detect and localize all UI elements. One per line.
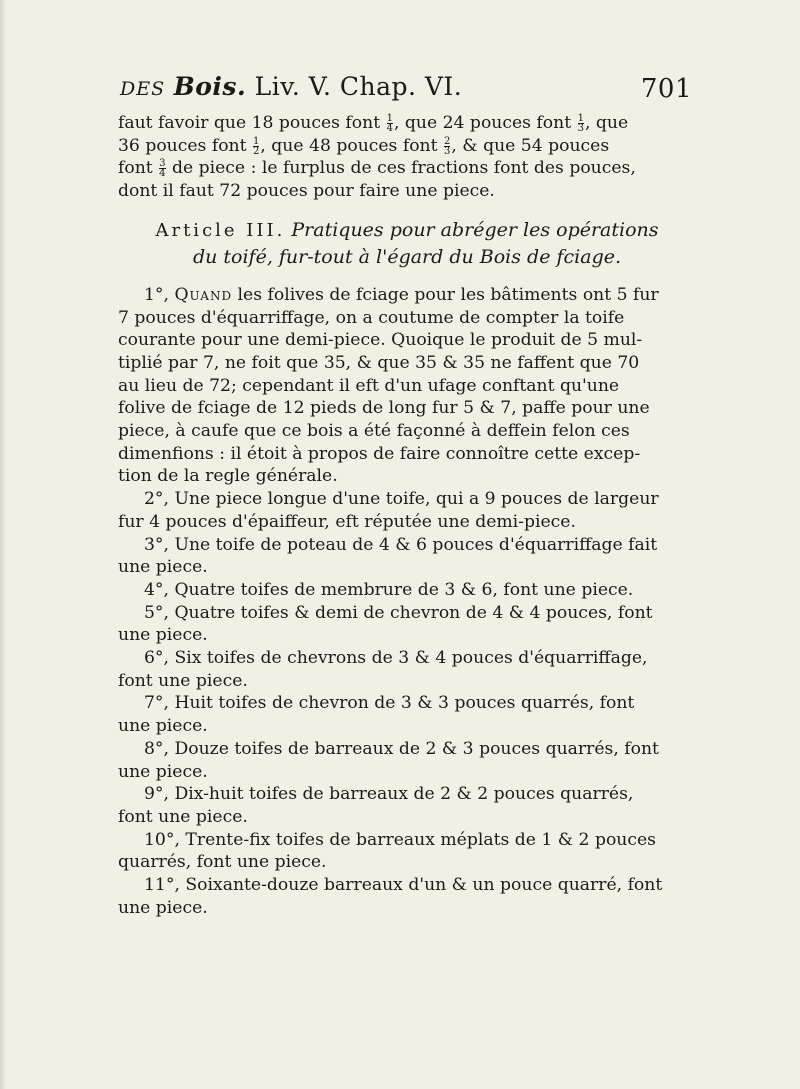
list-item: 3°, Une toife de poteau de 4 & 6 pouces d'équarriffage fait une piece. [118, 534, 658, 578]
running-head-chapter: Liv. V. Chap. VI. [254, 72, 463, 101]
list-item: 10°, Trente-fix toifes de barreaux méplats de 1 & 2 pouces quarrés, font une piece. [118, 829, 656, 873]
page-edge-shadow [0, 0, 6, 1089]
article-heading [118, 217, 696, 270]
list-item: 2°, Une piece longue d'une toife, qui a 9 pouces de largeur fur 4 pouces d'épaiffeur, eft réputée une demi-piece. [118, 489, 659, 532]
fraction: $\frac{1}{4}$ [386, 113, 393, 134]
running-head-bois: Bois. [173, 72, 247, 101]
running-head [118, 72, 696, 112]
list-item: 1°, Quand les folives de fciage pour les bâtiments ont 5 fur 7 pouces d'équarriffage, on a coutume de compter la toife courante pour une demi-piece. Quoique le produit de 5 mul- tiplié par 7, ne foit que 35, & que 35 & 35 ne faffent que 70 au lieu de 72; cependant il eft d'un ufage conftant qu'une folive de fciage de 12 pieds de long fur 5 & 7, paffe pour une piece, à caufe que ce bois a été façonné à deffein felon ces dimenfions : il étoit à propos de faire connoître cette excep- tion de la regle générale. [118, 284, 659, 487]
intro-paragraph: faut favoir que 18 pouces font $\frac{1}{4}$ , que 24 pouces font $\frac{1}{3}$ , que 36 pouces font $\frac{1}{2}$ , que 48 pouces font $\frac{2}{3}$ , & que 54 pouces font $\frac{3}{4}$ de piece : le furplus de ces fractions font des pouces, dont il faut 72 pouces pour faire une piece. [118, 113, 636, 202]
fraction: $\frac{1}{3}$ [577, 113, 584, 134]
list-item: 4°, Quatre toifes de membrure de 3 & 6, font une piece. [144, 579, 634, 600]
list-item: 6°, Six toifes de chevrons de 3 & 4 pouces d'équarriffage, font une piece. [118, 648, 648, 691]
fraction: $\frac{3}{4}$ [159, 158, 166, 180]
list-item: 11°, Soixante-douze barreaux d'un & un pouce quarré, font une piece. [118, 875, 663, 918]
article-title-line-2: du toifé, fur-tout à l'égard du Bois de fciage. [192, 245, 622, 268]
running-head-title [120, 72, 462, 101]
list-item: 9°, Dix-huit toifes de barreaux de 2 & 2 pouces quarrés, font une piece. [118, 784, 634, 827]
list-item: 8°, Douze toifes de barreaux de 2 & 3 pouces quarrés, font une piece. [118, 738, 659, 782]
fraction: $\frac{2}{3}$ [444, 135, 451, 157]
list-item: 5°, Quatre toifes & demi de chevron de 4 & 4 pouces, font une piece. [118, 602, 653, 646]
article-label: Article III. [155, 219, 286, 241]
running-head-prefix: DES [120, 78, 166, 100]
page-body [118, 112, 696, 920]
page-number: 701 [640, 74, 692, 104]
list-item: 7°, Huit toifes de chevron de 3 & 3 pouces quarrés, font une piece. [118, 693, 635, 737]
book-page [118, 72, 696, 920]
fraction: $\frac{1}{2}$ [253, 135, 260, 157]
article-title-line-1: Pratiques pour abréger les opérations [291, 218, 659, 241]
